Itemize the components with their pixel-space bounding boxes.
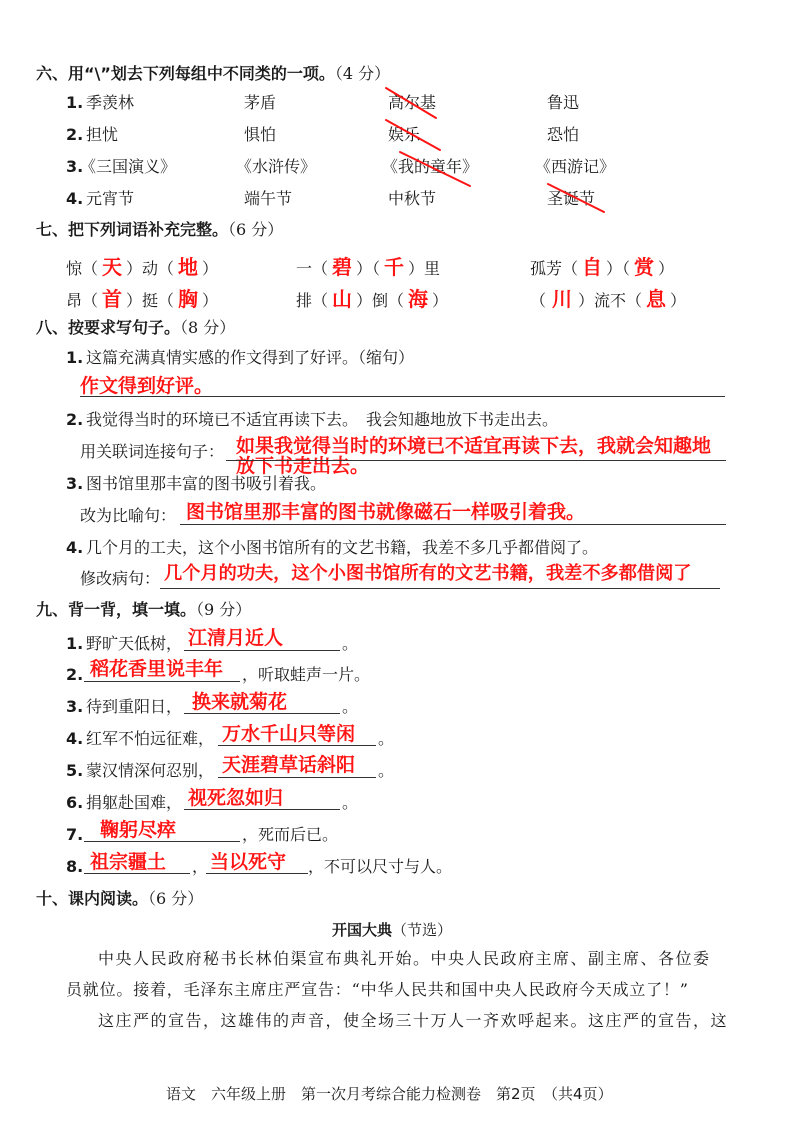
s9-item6-answer: 视死忽如归	[188, 787, 284, 809]
s6-row3-c: 《我的童年》	[382, 157, 479, 176]
s6-row2-a: 担忧	[86, 125, 119, 144]
s6-row1-c: 高尔基	[388, 93, 437, 112]
s9-item2-line	[84, 681, 240, 682]
s6-row3-a: 《三国演义》	[80, 157, 177, 176]
reading-heading-title: 开国大典	[332, 921, 393, 939]
s8-q1-text: 这篇充满真情实感的作文得到了好评。（缩句）	[86, 348, 415, 367]
s8-q2-answer-line1: 如果我觉得当时的环境已不适宜再读下去，我就会知趣地	[236, 435, 712, 457]
strike-mark-yule	[386, 120, 440, 150]
s7-ans-shang: 赏	[634, 255, 655, 279]
s6-row1-b: 茅盾	[244, 93, 277, 112]
section-7-title: 七、把下列词语补充完整。（6 分）	[36, 220, 284, 239]
s7-ans-bi: 碧	[332, 255, 353, 279]
s9-item6-num: 6.	[66, 793, 84, 812]
s9-item2-num: 2.	[66, 665, 84, 684]
s6-row1-d: 鲁迅	[547, 93, 580, 112]
s8-q2-prompt: 用关联词连接句子：	[80, 442, 225, 461]
s6-row1-num: 1.	[66, 93, 84, 112]
s7-r2-word1: 昂（ 首 ）挺（ 胸 ）	[66, 287, 219, 311]
s9-item8-after: ，不可以尺寸与人。	[308, 857, 453, 876]
s7-ans-xi: 息	[646, 287, 667, 311]
s8-q3-prompt: 改为比喻句：	[80, 506, 177, 525]
s7-ans-shou: 首	[102, 287, 123, 311]
s9-item3-after: 。	[342, 697, 359, 716]
s9-item3-num: 3.	[66, 697, 84, 716]
section-6-title: 六、用“\”划去下列每组中不同类的一项。（4 分）	[36, 64, 391, 83]
reading-p2-line1: 这庄严的宣告，这雄伟的声音，使全场三十万人一齐欢呼起来。这庄严的宣告，这	[98, 1011, 729, 1030]
s7-r1-word1: 惊（ 天 ）动（ 地 ）	[66, 255, 219, 279]
s6-row4-a: 元宵节	[86, 189, 135, 208]
s9-item7-line	[84, 841, 240, 842]
s7-r1-word2: 一（ 碧 ）（ 千 ）里	[296, 255, 441, 279]
s7-r2-word3: （ 川 ）流不（ 息 ）	[530, 287, 687, 311]
s9-item5-line	[218, 777, 376, 778]
section-10-title: 十、课内阅读。（6 分）	[36, 889, 204, 908]
page-footer: 语文 六年级上册 第一次月考综合能力检测卷 第2页 （共4页）	[166, 1085, 613, 1103]
s7-ans-shan: 山	[332, 287, 353, 311]
s9-item8-mid: ，	[192, 857, 209, 876]
s9-item4-num: 4.	[66, 729, 84, 748]
s9-item1-before: 野旷天低树，	[86, 634, 183, 653]
s9-item7-num: 7.	[66, 825, 84, 844]
s9-item5-before: 蒙汉情深何忍别，	[86, 761, 215, 780]
s8-q1-num: 1.	[66, 348, 84, 367]
section-8-title: 八、按要求写句子。（8 分）	[36, 318, 236, 337]
s6-row1-a: 季羡林	[86, 93, 135, 112]
s9-item1-after: 。	[342, 634, 359, 653]
s8-q4-text: 几个月的工夫，这个小图书馆所有的文艺书籍，我差不多几乎都借阅了。	[86, 538, 599, 557]
s6-row3-num: 3.	[66, 157, 84, 176]
s9-item6-line	[184, 809, 340, 810]
s8-q1-answer: 作文得到好评。	[80, 375, 214, 397]
s8-q4-answer: 几个月的功夫，这个小图书馆所有的文艺书籍，我差不多都借阅了	[164, 563, 692, 584]
s9-item3-answer: 换来就菊花	[192, 691, 288, 713]
s8-q4-line	[160, 588, 720, 589]
s8-q3-num: 3.	[66, 474, 84, 493]
s9-item8-answer: 祖宗疆土	[90, 851, 167, 873]
s6-row2-d: 恐怕	[547, 125, 580, 144]
reading-heading	[332, 920, 452, 940]
s8-q2-answer-line2: 放下书走出去。	[236, 455, 370, 477]
s9-item1-answer: 江清月近人	[188, 627, 284, 649]
reading-p1-line2: 员就位。接着，毛泽东主席庄严宣告：“中华人民共和国中央人民政府今天成立了！”	[66, 980, 689, 999]
s7-ans-hai: 海	[408, 287, 429, 311]
s8-q2-num: 2.	[66, 410, 84, 429]
s9-item3-before: 待到重阳日，	[86, 697, 183, 716]
s6-row2-c: 娱乐	[388, 125, 421, 144]
s9-item7-answer: 鞠躬尽瘁	[100, 819, 177, 841]
s7-ans-xiong: 胸	[178, 287, 199, 311]
section-9-title: 九、背一背，填一填。（9 分）	[36, 600, 252, 619]
s9-item3-line	[184, 713, 340, 714]
s8-q4-num: 4.	[66, 538, 84, 557]
s9-item7-after: ，死而后已。	[242, 825, 339, 844]
s8-q3-line	[180, 524, 726, 525]
s9-item8-answer2: 当以死守	[210, 851, 287, 873]
s6-row4-c: 中秋节	[388, 189, 437, 208]
s9-item4-after: 。	[378, 729, 395, 748]
s9-item1-line	[184, 650, 340, 651]
s9-item5-after: 。	[378, 761, 395, 780]
s9-item4-answer: 万水千山只等闲	[222, 723, 356, 745]
strike-mark-wodetongnian	[400, 152, 470, 186]
s8-q3-answer: 图书馆里那丰富的图书就像磁石一样吸引着我。	[186, 501, 586, 523]
s7-r2-word2: 排（ 山 ）倒（ 海 ）	[296, 287, 449, 311]
reading-p1-line1: 中央人民政府秘书长林伯渠宣布典礼开始。中央人民政府主席、副主席、各位委	[98, 949, 711, 968]
s9-item8-num: 8.	[66, 857, 84, 876]
s6-row4-num: 4.	[66, 189, 84, 208]
s9-item4-line	[218, 745, 376, 746]
s6-row3-b: 《水浒传》	[236, 157, 317, 176]
s8-q1-line	[80, 396, 725, 397]
s9-item1-num: 1.	[66, 634, 84, 653]
s6-row4-b: 端午节	[244, 189, 293, 208]
s7-ans-chuan: 川	[552, 287, 573, 311]
s8-q2-line	[226, 460, 726, 461]
s6-row3-d: 《西游记》	[535, 157, 616, 176]
s9-item8-line-a	[84, 873, 190, 874]
s7-ans-zi: 自	[582, 255, 603, 279]
s7-ans-tian: 天	[102, 255, 123, 279]
reading-heading-note: （节选）	[392, 921, 453, 939]
s9-item4-before: 红军不怕远征难，	[86, 729, 215, 748]
s7-ans-di: 地	[178, 255, 199, 279]
s7-ans-qian: 千	[384, 255, 405, 279]
s9-item5-num: 5.	[66, 761, 84, 780]
s8-q3-text: 图书馆里那丰富的图书吸引着我。	[86, 474, 327, 493]
s9-item2-answer: 稻花香里说丰年	[90, 658, 224, 680]
s8-q4-prompt: 修改病句：	[80, 569, 161, 588]
s9-item6-before: 捐躯赴国难，	[86, 793, 183, 812]
s9-item8-line-b	[206, 873, 308, 874]
s6-row2-num: 2.	[66, 125, 84, 144]
s9-item5-answer: 天涯碧草话斜阳	[222, 754, 356, 776]
strike-mark-gaoerji	[386, 88, 436, 118]
s7-r1-word3: 孤芳（ 自 ）（ 赏 ）	[530, 255, 675, 279]
s8-q2-text: 我觉得当时的环境已不适宜再读下去。 我会知趣地放下书走出去。	[86, 410, 559, 429]
s9-item6-after: 。	[342, 793, 359, 812]
strike-mark-shengdanjie	[548, 184, 604, 212]
s6-row4-d: 圣诞节	[547, 189, 596, 208]
s9-item2-after: ，听取蛙声一片。	[242, 665, 371, 684]
s6-row2-b: 惧怕	[244, 125, 277, 144]
